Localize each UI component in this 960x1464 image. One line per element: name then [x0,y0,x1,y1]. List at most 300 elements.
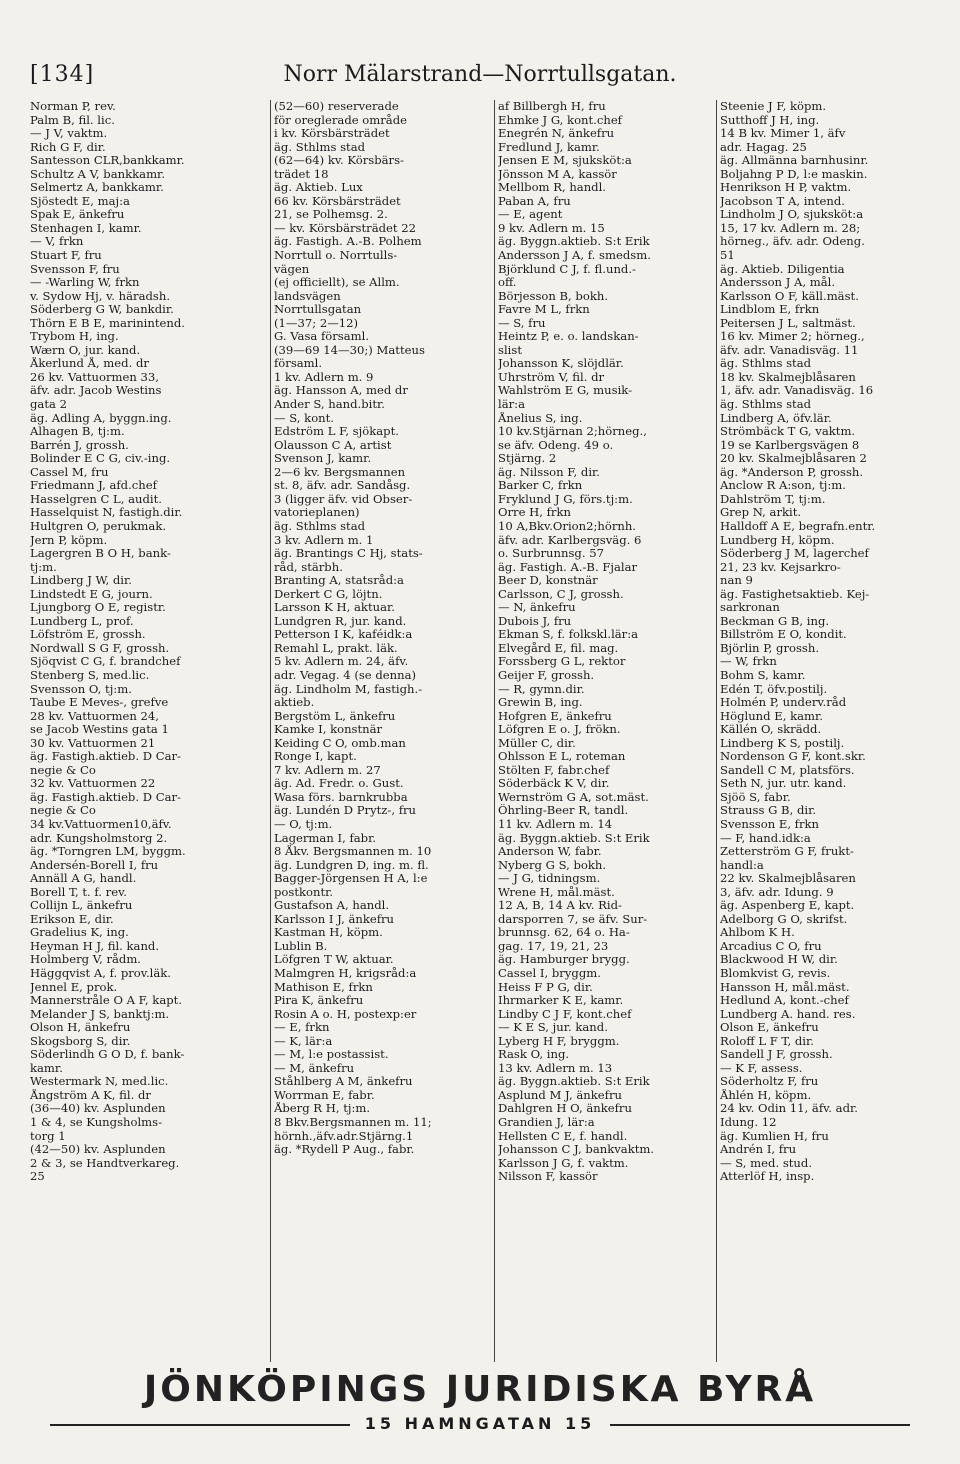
directory-entry: Cassel I, bryggm. [498,967,601,980]
directory-entry: brunnsg. 62, 64 o. Ha- [498,926,630,940]
directory-entry: (1—37; 2—12) [274,316,359,330]
directory-entry: Geijer F, grossh. [498,668,595,682]
directory-entry: Keiding C O, omb.man [274,736,406,750]
directory-entry: Trybom H, ing. [30,330,119,344]
directory-entry: off. [498,276,517,290]
directory-entry: Lundberg L, prof. [30,614,134,628]
directory-entry: Strauss G B, dir. [720,804,817,818]
directory-entry: Löfström E, grossh. [30,628,146,642]
directory-entry: Spak E, änkefru [30,208,125,222]
directory-entry: äg. Byggn.aktieb. S:t Erik [498,831,650,845]
directory-entry: Anclow R A:son, tj:m. [720,479,846,493]
directory-entry: torg 1 [30,1129,66,1143]
directory-entry: Lundgren R, jur. kand. [274,614,407,628]
directory-entry: — M, l:e postassist. [274,1048,389,1062]
directory-entry: Uhrström V, fil. dr [498,370,605,384]
directory-entry: Kastman H, köpm. [274,926,383,940]
directory-entry: handl:a [720,858,764,872]
directory-entry: Ihrmarker K E, kamr. [498,994,624,1008]
directory-entry: Anderson W, fabr. [498,845,602,859]
directory-entry: Lindberg A, öfv.lär. [720,411,832,425]
directory-entry: (42—50) kv. Asplunden [30,1143,166,1157]
directory-entry: äg. Byggn.aktieb. S:t Erik [498,235,650,249]
directory-entry: Sjöstedt E, maj:a [30,194,130,208]
directory-entry: Taube E Meves-, grefve [30,696,169,710]
directory-entry: Höglund E, kamr. [720,709,823,723]
directory-entry: Andersson J A, mål. [720,276,836,290]
directory-entry: 14 B kv. Mimer 1, äfv [720,127,846,141]
directory-entry: Lublin B. [274,939,328,953]
directory-entry: vägen [274,262,310,276]
directory-entry: Svensson E, frkn [720,817,820,831]
directory-entry: se Jacob Westins gata 1 [30,723,169,737]
directory-entry: Nyberg G S, bokh. [498,858,607,872]
directory-entry: Häggqvist A, f. prov.läk. [30,967,171,980]
directory-entry: Henrikson H P, vaktm. [720,181,852,195]
directory-entry: aktieb. [274,696,315,710]
directory-entry: Lundberg H, köpm. [720,533,835,547]
directory-entry: Nordwall S G F, grossh. [30,641,170,655]
directory-entry: Blackwood H W, dir. [720,953,838,967]
directory-entry: Carlsson, C J, grossh. [498,587,624,601]
directory-entry: Santesson CLR,bankkamr. [30,154,185,168]
directory-entry: Johansson K, slöjdlär. [498,357,624,371]
directory-entry: Billström E O, kondit. [720,628,847,642]
directory-entry: Dahlgren H O, änkefru [498,1102,632,1116]
directory-entry: Olson H, änkefru [30,1021,131,1035]
column-2 [274,100,490,1362]
directory-entry: Bohm S, kamr. [720,668,806,682]
directory-entry: äfv. adr. Jacob Westins [30,384,162,398]
directory-entry: Skogsborg S, dir. [30,1034,131,1048]
directory-entry: vatorieplanen) [274,506,360,520]
directory-entry: 5 kv. Adlern m. 24, äfv. [274,655,409,669]
directory-entry: adr. Vegag. 4 (se denna) [274,668,416,682]
directory-entry: Stenberg S, med.lic. [30,668,150,682]
column-divider [270,100,271,1362]
directory-entry: Jacobson T A, intend. [720,194,845,208]
directory-entry: Arcadius C O, fru [720,939,822,953]
directory-entry: äg. Fastigh.aktieb. D Car- [30,790,181,804]
directory-entry: Ahlbom K H. [720,926,795,940]
directory-entry: 3 kv. Adlern m. 1 [274,533,374,547]
directory-entry: Idung. 12 [720,1116,777,1130]
directory-entry: Pira K, änkefru [274,994,364,1008]
directory-entry: 25 [30,1170,45,1184]
directory-entry: äg. Adling A, byggn.ing. [30,411,172,425]
directory-entry: — K F, assess. [720,1061,803,1075]
directory-entry: 22 kv. Skalmejblåsaren [720,872,856,886]
directory-entry: äfv. adr. Vanadisväg. 11 [720,343,859,357]
directory-entry: äg. Sthlms stad [274,140,366,154]
directory-entry: Adelborg G O, skrifst. [720,912,848,926]
directory-entry: (62—64) kv. Körsbärs- [274,154,404,168]
directory-entry: Barker C, frkn [498,479,583,493]
directory-entry: Müller C, dir. [498,736,576,750]
column-divider [494,100,495,1362]
directory-entry: Bergstöm L, änkefru [274,709,396,723]
directory-entry: äg. Fastigh.aktieb. D Car- [30,750,181,764]
directory-entry: för oreglerade område [274,113,408,127]
directory-entry: Björklund C J, f. fl.und.- [498,262,636,276]
directory-entry: Jennel E, prok. [30,980,118,994]
directory-entry: Nordenson G F, kont.skr. [720,750,866,764]
directory-entry: Hellsten C E, f. handl. [498,1129,628,1143]
directory-entry: råd, stärbh. [274,560,343,574]
directory-entry: Hultgren O, perukmak. [30,519,167,533]
directory-entry: Worrman E, fabr. [274,1088,375,1102]
directory-entry: 11 kv. Adlern m. 14 [498,817,613,831]
directory-entry: — S, kont. [274,411,334,425]
directory-entry: tj:m. [30,560,57,574]
directory-entry: Asplund M J, änkefru [498,1088,622,1102]
directory-entry: Lindholm J O, sjuksköt:a [720,208,864,222]
column-divider [716,100,717,1362]
directory-entry: Stjärng. 2 [498,452,557,466]
advertisement-title: JÖNKÖPINGS JURIDISKA BYRÅ [143,1369,817,1410]
directory-entry: lär:a [498,398,525,412]
directory-entry: äg. Ad. Fredr. o. Gust. [274,777,404,791]
directory-entry: — S, med. stud. [720,1156,813,1170]
directory-entry: — K, lär:a [274,1034,333,1048]
advertisement [30,1370,930,1440]
directory-entry: Sjöö S, fabr. [720,790,791,804]
directory-entry: 21, se Polhemsg. 2. [274,208,388,222]
directory-entry: gata 2 [30,398,67,412]
directory-entry: Olson E, änkefru [720,1021,819,1035]
directory-entry: Karlsson J G, f. vaktm. [498,1156,629,1170]
directory-entry: Elvegård E, fil. mag. [498,641,619,655]
directory-entry: äg. *Torngren LM, byggm. [30,845,186,859]
directory-entry: st. 8, äfv. adr. Sandåsg. [274,479,411,493]
directory-entry: 13 kv. Adlern m. 13 [498,1061,613,1075]
directory-entry: Mathison E, frkn [274,980,373,994]
directory-entry: negie & Co [30,763,96,777]
running-title: Norr Mälarstrand—Norrtullsgatan. [283,62,677,87]
directory-entry: äg. Hamburger brygg. [498,953,630,967]
directory-entry: i kv. Körsbärsträdet [274,127,390,141]
directory-entry: 20 kv. Skalmejblåsaren 2 [720,452,867,466]
directory-entry: o. Surbrunnsg. 57 [498,547,604,561]
directory-entry: — M, änkefru [274,1061,355,1075]
directory-entry: Strömbäck T G, vaktm. [720,425,856,439]
directory-entry: Lindblom E, frkn [720,303,820,317]
directory-entry: äg. Lundén D Prytz-, fru [274,804,417,818]
directory-entry: — E, agent [498,208,563,222]
directory-entry: Hofgren E, änkefru [498,709,612,723]
directory-entry: 16 kv. Mimer 2; hörneg., [720,330,865,344]
directory-entry: Ståhlberg A M, änkefru [274,1075,413,1089]
directory-entry: äg. Fastighetsaktieb. Kej- [720,587,870,601]
directory-entry: 28 kv. Vattuormen 24, [30,709,159,723]
directory-entry: Gradelius K, ing. [30,926,129,940]
directory-entry: Andrén I, fru [720,1143,797,1157]
directory-entry: äg. Allmänna barnhusinr. [720,154,869,168]
directory-entry: Löfgren E o. J, frökn. [498,723,621,737]
directory-entry: Åhlén H, köpm. [720,1088,812,1102]
directory-entry: Malmgren H, krigsråd:a [274,967,417,980]
directory-entry: Johansson C J, bankvaktm. [498,1143,655,1157]
directory-entry: 66 kv. Körsbärsträdet [274,194,401,208]
directory-entry: 10 A,Bkv.Orion2;hörnh. [498,519,636,533]
directory-entry: G. Vasa församl. [274,330,370,344]
directory-entry: Gustafson A, handl. [274,899,390,913]
directory-entry: äg. Aktieb. Lux [274,181,363,195]
directory-entry: 1, äfv. adr. Vanadisväg. 16 [720,384,874,398]
directory-entry: slist [498,343,522,357]
directory-entry: Öhrling-Beer R, tandl. [498,804,629,818]
directory-entry: Alhagen B, tj:m. [30,425,125,439]
directory-entry: adr. Hagag. 25 [720,140,807,154]
directory-entry: Ljungborg O E, registr. [30,601,166,615]
directory-entry: Derkert C G, löjtn. [274,587,383,601]
directory-entry: församl. [274,357,323,371]
column-3 [498,100,712,1362]
directory-entry: Holmén P, underv.råd [720,696,847,710]
directory-entry: 1 kv. Adlern m. 9 [274,370,374,384]
directory-entry: (39—69 14—30;) Matteus [274,343,425,357]
directory-entry: — J G, tidningsm. [498,872,601,886]
directory-entry: Åberg R H, tj:m. [274,1102,371,1116]
directory-entry: (ej officiellt), se Allm. [274,276,400,290]
directory-entry: Sandell J F, grossh. [720,1048,833,1062]
directory-entry: Andersén-Borell I, fru [30,858,159,872]
directory-entry: Bagger-Jörgensen H A, l:e [274,872,428,886]
directory-entry: Stenhagen I, kamr. [30,221,142,235]
directory-entry: Åkerlund Å, med. dr [30,357,149,371]
directory-entry: Söderberg J M, lagerchef [720,547,869,561]
directory-entry: Lindberg J W, dir. [30,574,132,588]
directory-entry: Svensson O, tj:m. [30,682,132,696]
directory-entry: 7 kv. Adlern m. 27 [274,763,381,777]
directory-entry: äg. Byggn.aktieb. S:t Erik [498,1075,650,1089]
directory-entry: Branting A, statsråd:a [274,574,404,588]
directory-entry: Boljahng P D, l:e maskin. [720,167,868,181]
directory-entry: sarkronan [720,601,780,615]
directory-entry: — V, frkn [30,235,84,249]
directory-entry: Jern P, köpm. [30,533,108,547]
directory-entry: äg. *Anderson P, grossh. [720,465,864,479]
directory-entry: Atterlöf H, insp. [720,1170,815,1184]
directory-entry: Karlsson O F, käll.mäst. [720,289,859,303]
directory-entry: Peitersen J L, saltmäst. [720,316,856,330]
directory-entry: landsvägen [274,289,341,303]
directory-entry: Wernström G A, sot.mäst. [498,790,649,804]
directory-entry: Olausson C A, artist [274,438,392,452]
directory-entry: kamr. [30,1061,63,1075]
directory-entry: — S, fru [498,316,546,330]
directory-entry: se äfv. Odeng. 49 o. [498,438,614,452]
directory-entry: (36—40) kv. Asplunden [30,1102,166,1116]
directory-entry: äg. *Rydell P Aug., fabr. [274,1143,415,1157]
directory-entry: Ronge I, kapt. [274,750,357,764]
directory-entry: Mellbom R, handl. [498,181,606,195]
directory-entry: 30 kv. Vattuormen 21 [30,736,156,750]
directory-entry: Söderlindh G O D, f. bank- [30,1048,185,1062]
directory-entry: Kamke I, konstnär [274,723,383,737]
directory-entry: Grep N, arkit. [720,506,802,520]
directory-entry: Fryklund J G, förs.tj:m. [498,492,633,506]
directory-entry: Palm B, fil. lic. [30,113,115,127]
directory-entry: 9 kv. Adlern m. 15 [498,221,605,235]
directory-entry: Stuart F, fru [30,249,102,263]
directory-entry: Zetterström G F, frukt- [720,845,854,859]
directory-entry: 32 kv. Vattuormen 22 [30,777,156,791]
directory-entry: Larsson K H, aktuar. [274,601,395,615]
directory-entry: Rosin A o. H, postexp:er [274,1007,417,1021]
directory-entry: af Billbergh H, fru [498,100,606,113]
directory-entry: Grewin B, ing. [498,696,583,710]
directory-entry: — J V, vaktm. [30,127,108,141]
directory-entry: Roloff L F T, dir. [720,1034,814,1048]
directory-entry: Andersson J A, f. smedsm. [498,249,651,263]
directory-entry: Ångström A K, fil. dr [30,1088,151,1102]
directory-entry: Bolinder E C G, civ.-ing. [30,452,171,466]
directory-entry: — R, gymn.dir. [498,682,585,696]
directory-entry: postkontr. [274,885,334,899]
directory-entry: Lyberg H F, bryggm. [498,1034,620,1048]
directory-entry: äg. Nilsson F, dir. [498,465,600,479]
directory-entry: äfv. adr. Karlbergsväg. 6 [498,533,642,547]
directory-entry: Lagergren B O H, bank- [30,547,171,561]
directory-entry: adr. Kungsholmstorg 2. [30,831,168,845]
directory-entry: Hasselgren C L, audit. [30,492,162,506]
directory-entry: Heyman H J, fil. kand. [30,939,160,953]
directory-entry: Stölten F, fabr.chef [498,763,610,777]
directory-entry: Fredlund J, kamr. [498,140,600,154]
directory-entry: Holmberg V, rådm. [30,953,141,967]
directory-entry: Karlsson I J, änkefru [274,912,395,926]
directory-entry: Jensen E M, sjuksköt:a [498,154,632,168]
directory-entry: Enegrén N, änkefru [498,127,615,141]
directory-entry: Edén T, öfv.postilj. [720,682,828,696]
directory-entry: Heintz P, e. o. landskan- [498,330,639,344]
directory-entry: äg. Kumlien H, fru [720,1129,829,1143]
directory-entry: äg. Sthlms stad [720,398,812,412]
directory-entry: äg. Aspenberg E, kapt. [720,899,855,913]
directory-entry: hörnh.,äfv.adr.Stjärng.1 [274,1129,414,1143]
directory-entry: äg. Fastigh. A.-B. Fjalar [498,560,638,574]
directory-entry: nan 9 [720,574,753,588]
directory-entry: — W, frkn [720,655,777,669]
directory-entry: Paban A, fru [498,194,571,208]
directory-entry: 18 kv. Skalmejblåsaren [720,370,856,384]
directory-entry: Hansson H, mål.mäst. [720,980,850,994]
directory-entry: Norman P, rev. [30,100,116,113]
directory-entry: hörneg., äfv. adr. Odeng. [720,235,865,249]
directory-entry: Rask O, ing. [498,1048,570,1062]
directory-entry: Beckman G B, ing. [720,614,830,628]
directory-entry: Seth N, jur. utr. kand. [720,777,847,791]
directory-entry: — E, frkn [274,1021,330,1035]
column-1 [30,100,266,1362]
directory-entry: Hedlund A, kont.-chef [720,994,849,1008]
directory-entry: Sutthoff J H, ing. [720,113,820,127]
directory-entry: Lundberg A. hand. res. [720,1007,856,1021]
directory-entry: Petterson I K, kaféidk:a [274,628,413,642]
directory-entry: — K E S, jur. kand. [498,1021,608,1035]
directory-entry: äg. Sthlms stad [720,357,812,371]
directory-entry: Blomkvist G, revis. [720,967,831,980]
directory-entry: Orre H, frkn [498,506,571,520]
directory-entry: Jönsson M A, kassör [498,167,617,181]
directory-entry: gag. 17, 19, 21, 23 [498,939,609,953]
directory-entry: Collijn L, änkefru [30,899,133,913]
directory-entry: äg. Lundgren D, ing. m. fl. [274,858,429,872]
directory-entry: äg. Hansson A, med dr [274,384,408,398]
directory-entry: Erikson E, dir. [30,912,114,926]
directory-entry: Hasselquist N, fastigh.dir. [30,506,183,520]
directory-entry: äg. Fastigh. A.-B. Polhem [274,235,422,249]
directory-entry: Wærn O, jur. kand. [30,343,141,357]
directory-entry: 51 [720,249,735,263]
directory-entry: — N, änkefru [498,601,576,615]
directory-entry: Norrtullsgatan [274,303,362,317]
column-4 [720,100,930,1362]
directory-entry: Söderberg G W, bankdir. [30,303,174,317]
directory-entry: Wahlström E G, musik- [498,384,633,398]
directory-entry: 1 & 4, se Kungsholms- [30,1116,163,1130]
directory-entry: Ehmke J G, kont.chef [498,113,622,127]
directory-entry: 8 Åkv. Bergsmannen m. 10 [274,845,432,859]
page-header [30,62,930,92]
directory-entry: 15, 17 kv. Adlern m. 28; [720,221,861,235]
directory-entry: Ekman S, f. folkskl.lär:a [498,628,639,642]
directory-entry: Lindby C J F, kont.chef [498,1007,632,1021]
directory-entry: Sjöqvist C G, f. brandchef [30,655,181,669]
directory-entry: 24 kv. Odin 11, äfv. adr. [720,1102,858,1116]
directory-entry: Lagerman I, fabr. [274,831,377,845]
directory-entry: Remahl L, prakt. läk. [274,641,398,655]
directory-entry: — F, hand.idk:a [720,831,811,845]
directory-entry: Favre M L, frkn [498,303,590,317]
directory-entry: 3 (ligger äfv. vid Obser- [274,492,413,506]
directory-entry: Söderholtz F, fru [720,1075,819,1089]
directory-entry: Friedmann J, afd.chef [30,479,157,493]
directory-entry: — O, tj:m. [274,817,333,831]
directory-entry: Rich G F, dir. [30,140,106,154]
directory-entry: Norrtull o. Norrtulls- [274,249,398,263]
directory-entry: darsporren 7, se äfv. Sur- [498,912,648,926]
directory-entry: Ander S, hand.bitr. [274,398,385,412]
decorative-rule [610,1424,910,1426]
directory-entry: 8 Bkv.Bergsmannen m. 11; [274,1116,432,1130]
directory-entry: (52—60) reserverade [274,100,399,113]
directory-entry: 10 kv.Stjärnan 2;hörneg., [498,425,647,439]
directory-entry: Svensson F, fru [30,262,120,276]
directory-entry: äg. Sthlms stad [274,519,366,533]
directory-entry: Halldoff A E, begrafn.entr. [720,519,876,533]
directory-entry: Borell T, t. f. rev. [30,885,127,899]
directory-entry: Wrene H, mål.mäst. [498,885,615,899]
directory-entry: — -Warling W, frkn [30,276,140,290]
directory-entry: Westermark N, med.lic. [30,1075,169,1089]
directory-entry: — kv. Körsbärsträdet 22 [274,221,416,235]
directory-entry: Barrén J, grossh. [30,438,129,452]
page-number: [134] [30,62,95,87]
directory-entry: Svenson J, kamr. [274,452,372,466]
directory-entry: 26 kv. Vattuormen 33, [30,370,159,384]
directory-entry: Selmertz A, bankkamr. [30,181,164,195]
directory-entry: 12 A, B, 14 A kv. Rid- [498,899,622,913]
directory-entry: Källén O, skrädd. [720,723,822,737]
directory-columns [30,100,930,1362]
directory-entry: Ohlsson E L, roteman [498,750,626,764]
directory-entry: negie & Co [30,804,96,818]
directory-entry: Cassel M, fru [30,465,109,479]
directory-entry: Löfgren T W, aktuar. [274,953,394,967]
directory-entry: Steenie J F, köpm. [720,100,827,113]
